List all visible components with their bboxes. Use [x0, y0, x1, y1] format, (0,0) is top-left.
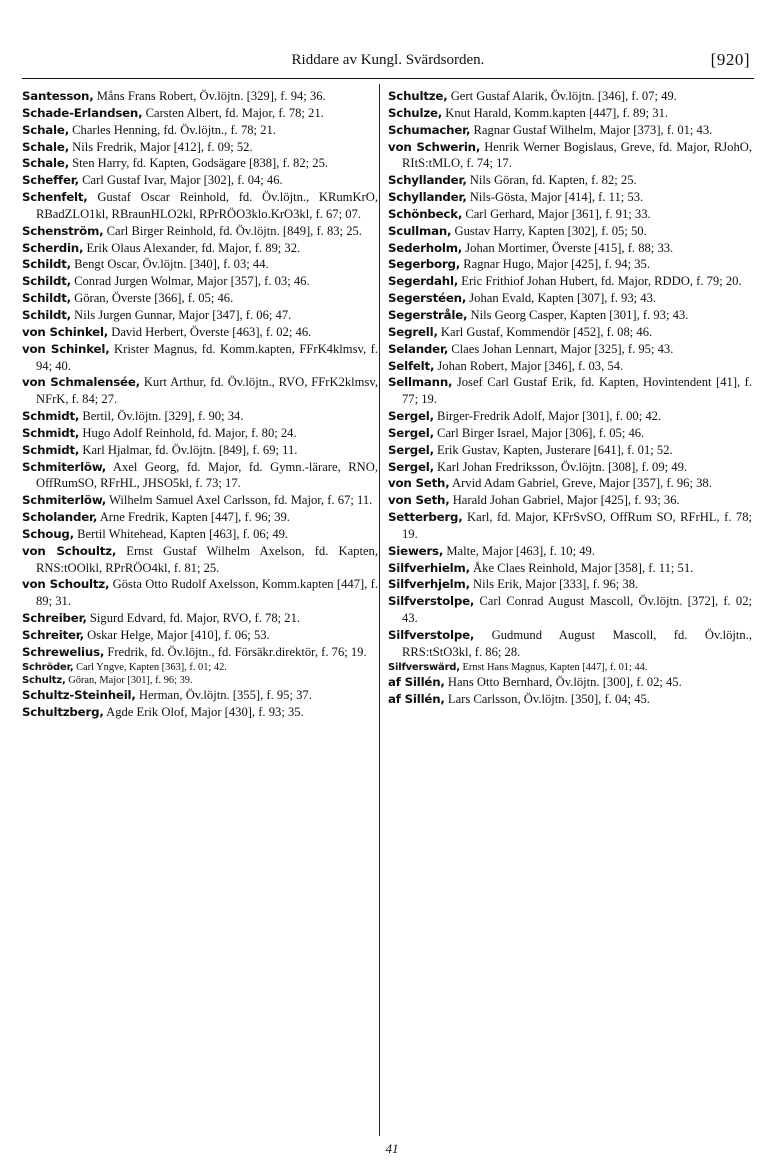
entry-details: Carl Yngve, Kapten [363], f. 01; 42. [76, 661, 227, 673]
entry-details: Måns Frans Robert, Öv.löjtn. [329], f. 94; 36. [96, 89, 326, 103]
entry-details: Josef Carl Gustaf Erik, fd. Kapten, Hovintendent [41], f. 77; 19. [402, 375, 753, 407]
register-entry [388, 256, 752, 273]
entry-surname: Schale, [22, 139, 69, 154]
entry-details: Birger-Fredrik Adolf, Major [301], f. 00; 42. [437, 409, 662, 424]
entry-details: Claes Johan Lennart, Major [325], f. 95; 43. [451, 341, 674, 356]
entry-details: Conrad Jurgen Wolmar, Major [357], f. 03; 46. [74, 274, 310, 289]
entry-details: Karl Gustaf, Kommendör [452], f. 08; 46. [440, 324, 653, 339]
register-entry [388, 661, 752, 674]
entry-surname: Schade-Erlandsen, [22, 105, 143, 120]
entry-surname: Schoug, [22, 526, 74, 541]
register-entry [22, 526, 378, 543]
entry-surname: Schildt, [22, 274, 71, 289]
register-entry [388, 189, 752, 206]
column-divider [379, 84, 380, 1136]
register-entry [388, 492, 752, 509]
register-entry [22, 492, 378, 509]
entry-surname: Segerborg, [388, 257, 461, 272]
register-entry [388, 307, 752, 324]
entry-surname: von Schmalensée, [22, 375, 140, 390]
register-entry [388, 223, 752, 240]
entry-surname: Schultzberg, [22, 704, 104, 719]
entry-details: Kurt Arthur, fd. Öv.löjtn., RVO, FFrK2klmsv, NFrK, f. 84; 27. [36, 375, 378, 407]
register-entry [388, 172, 752, 189]
register-entry [22, 324, 378, 341]
register-entry [388, 408, 752, 425]
left-column [22, 88, 378, 720]
register-entry [22, 139, 378, 156]
entry-surname: af Sillén, [388, 674, 445, 689]
entry-details: Wilhelm Samuel Axel Carlsson, fd. Major, f. 67; 11. [108, 493, 373, 508]
register-entry [22, 273, 378, 290]
entry-details: Göran, Överste [366], f. 05; 46. [74, 291, 234, 306]
register-entry [388, 374, 752, 408]
entry-surname: Schreiber, [22, 611, 87, 626]
entry-details: Karl, fd. Major, KFrSvSO, OffRum SO, RFrHL, f. 78; 19. [402, 510, 752, 541]
entry-surname: von Schoultz, [22, 577, 110, 592]
entry-details: Nils Jurgen Gunnar, Major [347], f. 06; 47. [74, 307, 292, 322]
entry-surname: Setterberg, [388, 510, 463, 525]
register-entry [388, 543, 752, 560]
entry-details: Nils Erik, Major [333], f. 96; 38. [473, 577, 639, 592]
register-entry [388, 560, 752, 577]
entry-surname: Silfverswärd, [388, 661, 460, 673]
entry-surname: Siewers, [388, 543, 444, 558]
page-number: 41 [385, 1141, 399, 1156]
register-entry [22, 155, 378, 172]
entry-details: Lars Carlsson, Öv.löjtn. [350], f. 04; 45. [447, 691, 650, 706]
entry-surname: Scholander, [22, 510, 98, 525]
register-entry [388, 122, 752, 139]
entry-details: Ragnar Hugo, Major [425], f. 94; 35. [463, 257, 650, 272]
entry-surname: Schrewelius, [22, 644, 105, 659]
register-entry [22, 687, 378, 704]
entry-details: Erik Olaus Alexander, fd. Major, f. 89; 32. [86, 240, 301, 255]
entry-details: Carsten Albert, fd. Major, f. 78; 21. [145, 105, 324, 120]
register-entry [22, 644, 378, 661]
entry-details: Gustav Harry, Kapten [302], f. 05; 50. [454, 223, 647, 238]
entry-details: Sten Harry, fd. Kapten, Godsägare [838], f. 82; 25. [72, 156, 329, 171]
entry-surname: Schultz-Steinheil, [22, 687, 136, 702]
register-entry [388, 627, 752, 661]
entry-surname: Selander, [388, 341, 449, 356]
register-entry [22, 88, 378, 105]
entry-surname: Schmiterlöw, [22, 493, 107, 508]
register-entry [22, 223, 378, 240]
page-section-number: [920] [710, 50, 750, 69]
entry-details: Gudmund August Mascoll, fd. Öv.löjtn., RRS:tStO3kl, f. 86; 28. [402, 628, 752, 659]
register-entry [22, 704, 378, 721]
entry-surname: Sergel, [388, 409, 434, 424]
entry-details: Gustaf Oscar Reinhold, fd. Öv.löjtn., KRumKrO, RBadZLO1kl, RBraunHLO2kl, RPrRÖO3klo.KrO3kl, f. 67; 07. [36, 190, 378, 221]
register-entry [22, 610, 378, 627]
entry-surname: von Schinkel, [22, 341, 110, 356]
entry-details: Johan Robert, Major [346], f. 03, 54. [437, 358, 624, 373]
register-entry [22, 674, 378, 687]
entry-details: Gösta Otto Rudolf Axelsson, Komm.kapten [447], f. 89; 31. [36, 577, 378, 609]
entry-details: Bengt Oscar, Öv.löjtn. [340], f. 03; 44. [74, 257, 269, 272]
entry-surname: Schenfelt, [22, 190, 88, 205]
entry-surname: Schildt, [22, 291, 71, 306]
entry-surname: Schultz, [22, 674, 66, 686]
register-entry [22, 122, 378, 139]
entry-surname: Schyllander, [388, 173, 467, 188]
entry-details: Arne Fredrik, Kapten [447], f. 96; 39. [99, 510, 290, 525]
entry-details: Nils Fredrik, Major [412], f. 09; 52. [72, 139, 253, 154]
entry-details: Bertil, Öv.löjtn. [329], f. 90; 34. [82, 409, 244, 424]
entry-details: Nils Göran, fd. Kapten, f. 82; 25. [469, 173, 637, 188]
register-entry [22, 408, 378, 425]
entry-surname: Scherdin, [22, 240, 84, 255]
entry-details: Gert Gustaf Alarik, Öv.löjtn. [346], f. 07; 49. [450, 89, 677, 103]
entry-details: Hugo Adolf Reinhold, fd. Major, f. 80; 24. [82, 425, 297, 440]
entry-details: Nils-Gösta, Major [414], f. 11; 53. [469, 190, 644, 205]
entry-details: Carl Gustaf Ivar, Major [302], f. 04; 46. [82, 173, 283, 188]
entry-surname: Schulze, [388, 105, 443, 120]
entry-details: Fredrik, fd. Öv.löjtn., fd. Försäkr.direktör, f. 76; 19. [107, 644, 367, 659]
register-entry [22, 442, 378, 459]
entry-details: Ernst Gustaf Wilhelm Axelson, fd. Kapten, RNS:tOOlkl, RPrRÖO4kl, f. 81; 25. [36, 543, 378, 575]
entry-surname: Schyllander, [388, 190, 467, 205]
register-entry [22, 290, 378, 307]
register-entry [388, 240, 752, 257]
register-entry [388, 576, 752, 593]
entry-surname: Schreiter, [22, 628, 84, 642]
entry-details: Carl Birger Israel, Major [306], f. 05; 46. [437, 425, 645, 440]
entry-surname: Schröder, [22, 661, 74, 673]
register-entry [22, 105, 378, 122]
page-header [22, 52, 754, 79]
entry-details: Carl Conrad August Mascoll, Öv.löjtn. [372], f. 02; 43. [402, 594, 752, 626]
entry-surname: von Schwerin, [388, 139, 481, 154]
entry-surname: von Seth, [388, 476, 450, 491]
entry-surname: Schildt, [22, 307, 71, 322]
register-entry [22, 627, 378, 644]
register-entry [22, 576, 378, 610]
entry-surname: Segrell, [388, 324, 438, 339]
entry-surname: af Sillén, [388, 691, 445, 706]
register-entry [388, 593, 752, 627]
entry-surname: Schale, [22, 156, 69, 171]
register-entry [22, 459, 378, 493]
entry-surname: Silfverstolpe, [388, 594, 475, 609]
register-entry [388, 674, 752, 691]
register-entry [22, 543, 378, 577]
entry-details: Charles Henning, fd. Öv.löjtn., f. 78; 21. [72, 122, 276, 137]
entry-details: Arvid Adam Gabriel, Greve, Major [357], f. 96; 38. [452, 476, 712, 491]
entry-details: Karl Hjalmar, fd. Öv.löjtn. [849], f. 69; 11. [82, 442, 298, 457]
entry-details: Sigurd Edvard, fd. Major, RVO, f. 78; 21. [89, 611, 301, 626]
entry-surname: Sellmann, [388, 375, 453, 390]
register-entry [22, 374, 378, 408]
entry-surname: Schildt, [22, 257, 71, 272]
entry-surname: Schenström, [22, 223, 104, 238]
register-entry [22, 189, 378, 223]
register-entry [388, 273, 752, 290]
register-entry [388, 442, 752, 459]
entry-surname: Sergel, [388, 459, 434, 474]
entry-details: Carl Birger Reinhold, fd. Öv.löjtn. [849], f. 83; 25. [106, 223, 362, 238]
entry-details: Agde Erik Olof, Major [430], f. 93; 35. [106, 704, 304, 719]
entry-surname: Sederholm, [388, 240, 463, 255]
entry-details: Carl Gerhard, Major [361], f. 91; 33. [465, 206, 651, 221]
register-entry [22, 172, 378, 189]
entry-details: Malte, Major [463], f. 10; 49. [446, 543, 595, 558]
entry-surname: Scullman, [388, 223, 452, 238]
page-title: Riddare av Kungl. Svärdsorden. [291, 52, 485, 68]
entry-details: Åke Claes Reinhold, Major [358], f. 11; 51. [473, 560, 694, 575]
entry-details: Karl Johan Fredriksson, Öv.löjtn. [308], f. 09; 49. [437, 459, 688, 474]
entry-details: Oskar Helge, Major [410], f. 06; 53. [87, 628, 270, 642]
entry-surname: Schmidt, [22, 425, 80, 440]
entry-surname: Schale, [22, 122, 69, 137]
register-entry [388, 475, 752, 492]
entry-details: Göran, Major [301], f. 96; 39. [68, 674, 193, 686]
entry-surname: Segerstråle, [388, 307, 468, 322]
register-entry [388, 459, 752, 476]
right-column [388, 88, 752, 707]
entry-details: Johan Evald, Kapten [307], f. 93; 43. [469, 291, 657, 306]
entry-surname: Silfverstolpe, [388, 628, 475, 642]
entry-surname: Schultze, [388, 89, 448, 103]
register-entry [22, 661, 378, 674]
entry-details: Eric Frithiof Johan Hubert, fd. Major, RDDO, f. 79; 20. [461, 274, 742, 289]
entry-details: Johan Mortimer, Överste [415], f. 88; 33. [465, 240, 674, 255]
entry-details: Knut Harald, Komm.kapten [447], f. 89; 31. [445, 105, 669, 120]
entry-surname: Sergel, [388, 442, 434, 457]
entry-surname: Sergel, [388, 425, 434, 440]
register-entry [22, 425, 378, 442]
entry-details: Axel Georg, fd. Major, fd. Gymn.-lärare, RNO, OffRumSO, RFrHL, JHSO5kl, f. 73; 17. [36, 459, 378, 491]
entry-details: Herman, Öv.löjtn. [355], f. 95; 37. [138, 687, 312, 702]
register-entry [388, 139, 752, 173]
register-entry [388, 88, 752, 105]
entry-details: Ernst Hans Magnus, Kapten [447], f. 01; 44. [462, 661, 648, 673]
register-entry [22, 240, 378, 257]
entry-surname: Santesson, [22, 89, 94, 103]
entry-details: Hans Otto Bernhard, Öv.löjtn. [300], f. 02; 45. [447, 674, 682, 689]
register-entry [22, 341, 378, 375]
register-entry [388, 425, 752, 442]
entry-surname: Schumacher, [388, 122, 471, 137]
entry-details: Henrik Werner Bogislaus, Greve, fd. Major, RJohO, RItS:tMLO, f. 74; 17. [402, 139, 752, 171]
entry-details: Ragnar Gustaf Wilhelm, Major [373], f. 01; 43. [473, 122, 713, 137]
register-entry [388, 509, 752, 543]
entry-surname: Silfverhjelm, [388, 577, 470, 592]
register-entry [22, 307, 378, 324]
entry-details: Krister Magnus, fd. Komm.kapten, FFrK4klmsv, f. 94; 40. [36, 341, 378, 373]
register-entry [388, 691, 752, 708]
register-entry [388, 358, 752, 375]
register-entry [388, 341, 752, 358]
entry-surname: Silfverhielm, [388, 560, 470, 575]
register-entry [388, 290, 752, 307]
entry-surname: Schmidt, [22, 409, 80, 424]
register-entry [22, 509, 378, 526]
register-entry [22, 256, 378, 273]
entry-surname: Schönbeck, [388, 206, 463, 221]
entry-details: Harald Johan Gabriel, Major [425], f. 93; 36. [452, 493, 680, 508]
entry-surname: Selfelt, [388, 358, 435, 373]
entry-details: Bertil Whitehead, Kapten [463], f. 06; 49. [77, 526, 289, 541]
entry-surname: von Schoultz, [22, 543, 117, 558]
entry-surname: von Schinkel, [22, 324, 109, 339]
register-entry [388, 105, 752, 122]
entry-details: Nils Georg Casper, Kapten [301], f. 93; 43. [470, 307, 689, 322]
register-entry [388, 206, 752, 223]
register-entry [388, 324, 752, 341]
entry-surname: Segerdahl, [388, 274, 459, 289]
entry-surname: Scheffer, [22, 173, 79, 188]
entry-details: Erik Gustav, Kapten, Justerare [641], f. 01; 52. [437, 442, 673, 457]
entry-surname: Schmidt, [22, 442, 80, 457]
entry-surname: von Seth, [388, 493, 450, 508]
entry-surname: Schmiterlöw, [22, 459, 107, 474]
entry-details: David Herbert, Överste [463], f. 02; 46. [111, 324, 312, 339]
entry-surname: Segerstéen, [388, 291, 467, 306]
